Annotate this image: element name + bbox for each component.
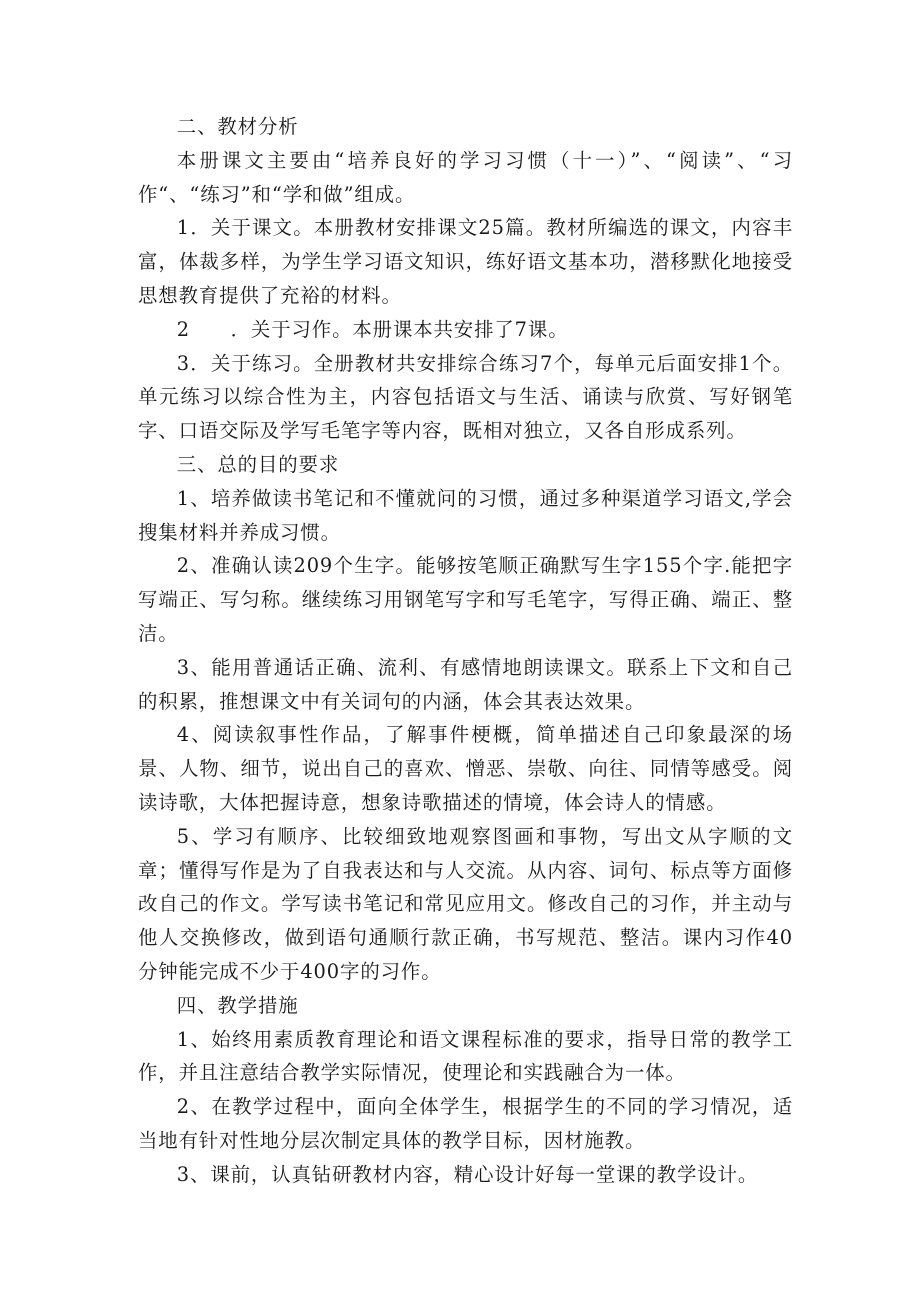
paragraph: 3、课前，认真钻研教材内容，精心设计好每一堂课的教学设计。 (176, 1162, 759, 1186)
paragraph: 1、始终用素质教育理论和语文课程标准的要求，指导日常的教学工作，并且注意结合教学实际情况，使理论和实践融合为一体。 (138, 1027, 793, 1085)
paragraph: 2 ．关于习作。本册课本共安排了7课。 (176, 317, 569, 341)
paragraph: 本册课文主要由“培养良好的学习习惯（十一）”、“阅读”、“习作“、“练习”和“学和做”组成。 (138, 148, 793, 206)
paragraph: 3．关于练习。全册教材共安排综合练习7个，每单元后面安排1个。单元练习以综合性为主，内容包括语文与生活、诵读与欣赏、写好钢笔字、口语交际及学写毛笔字等内容，既相对独立，又各自形成系列。 (138, 351, 793, 443)
paragraph: 3、能用普通话正确、流利、有感情地朗读课文。联系上下文和自己的积累，推想课文中有关词句的内涵，体会其表达效果。 (138, 655, 793, 713)
paragraph: 2、在教学过程中，面向全体学生，根据学生的不同的学习情况，适当地有针对性地分层次制定具体的教学目标，因材施教。 (138, 1095, 793, 1152)
document-page (138, 110, 793, 1192)
section-heading: 三、总的目的要求 (176, 452, 340, 476)
paragraph: 4、阅读叙事性作品，了解事件梗概，简单描述自己印象最深的场景、人物、细节，说出自己的喜欢、憎恶、崇敬、向往、同情等感受。阅读诗歌，大体把握诗意，想象诗歌描述的情境，体会诗人的情感。 (138, 723, 793, 814)
paragraph: 5、学习有顺序、比较细致地观察图画和事物，写出文从字顺的文章；懂得写作是为了自我表达和与人交流。从内容、词句、标点等方面修改自己的作文。学写读书笔记和常见应用文。修改自己的习作，并主动与他人交换修改，做到语句通顺行款正确，书写规范、整洁。课内习作40分钟能完成不少于400字的习作。 (138, 824, 793, 983)
paragraph: 1．关于课文。本册教材安排课文25篇。教材所编选的课文，内容丰富，体裁多样，为学生学习语文知识，练好语文基本功，潜移默化地接受思想教育提供了充裕的材料。 (138, 216, 793, 307)
paragraph: 2、准确认读209个生字。能够按笔顺正确默写生字155个字.能把字写端正、写匀称。继续练习用钢笔写字和写毛笔字，写得正确、端正、整洁。 (138, 554, 793, 645)
section-heading: 四、教学措施 (176, 993, 299, 1017)
paragraph: 1、培养做读书笔记和不懂就问的习惯，通过多种渠道学习语文,学会搜集材料并养成习惯。 (138, 486, 793, 544)
section-heading: 二、教材分析 (176, 115, 299, 138)
